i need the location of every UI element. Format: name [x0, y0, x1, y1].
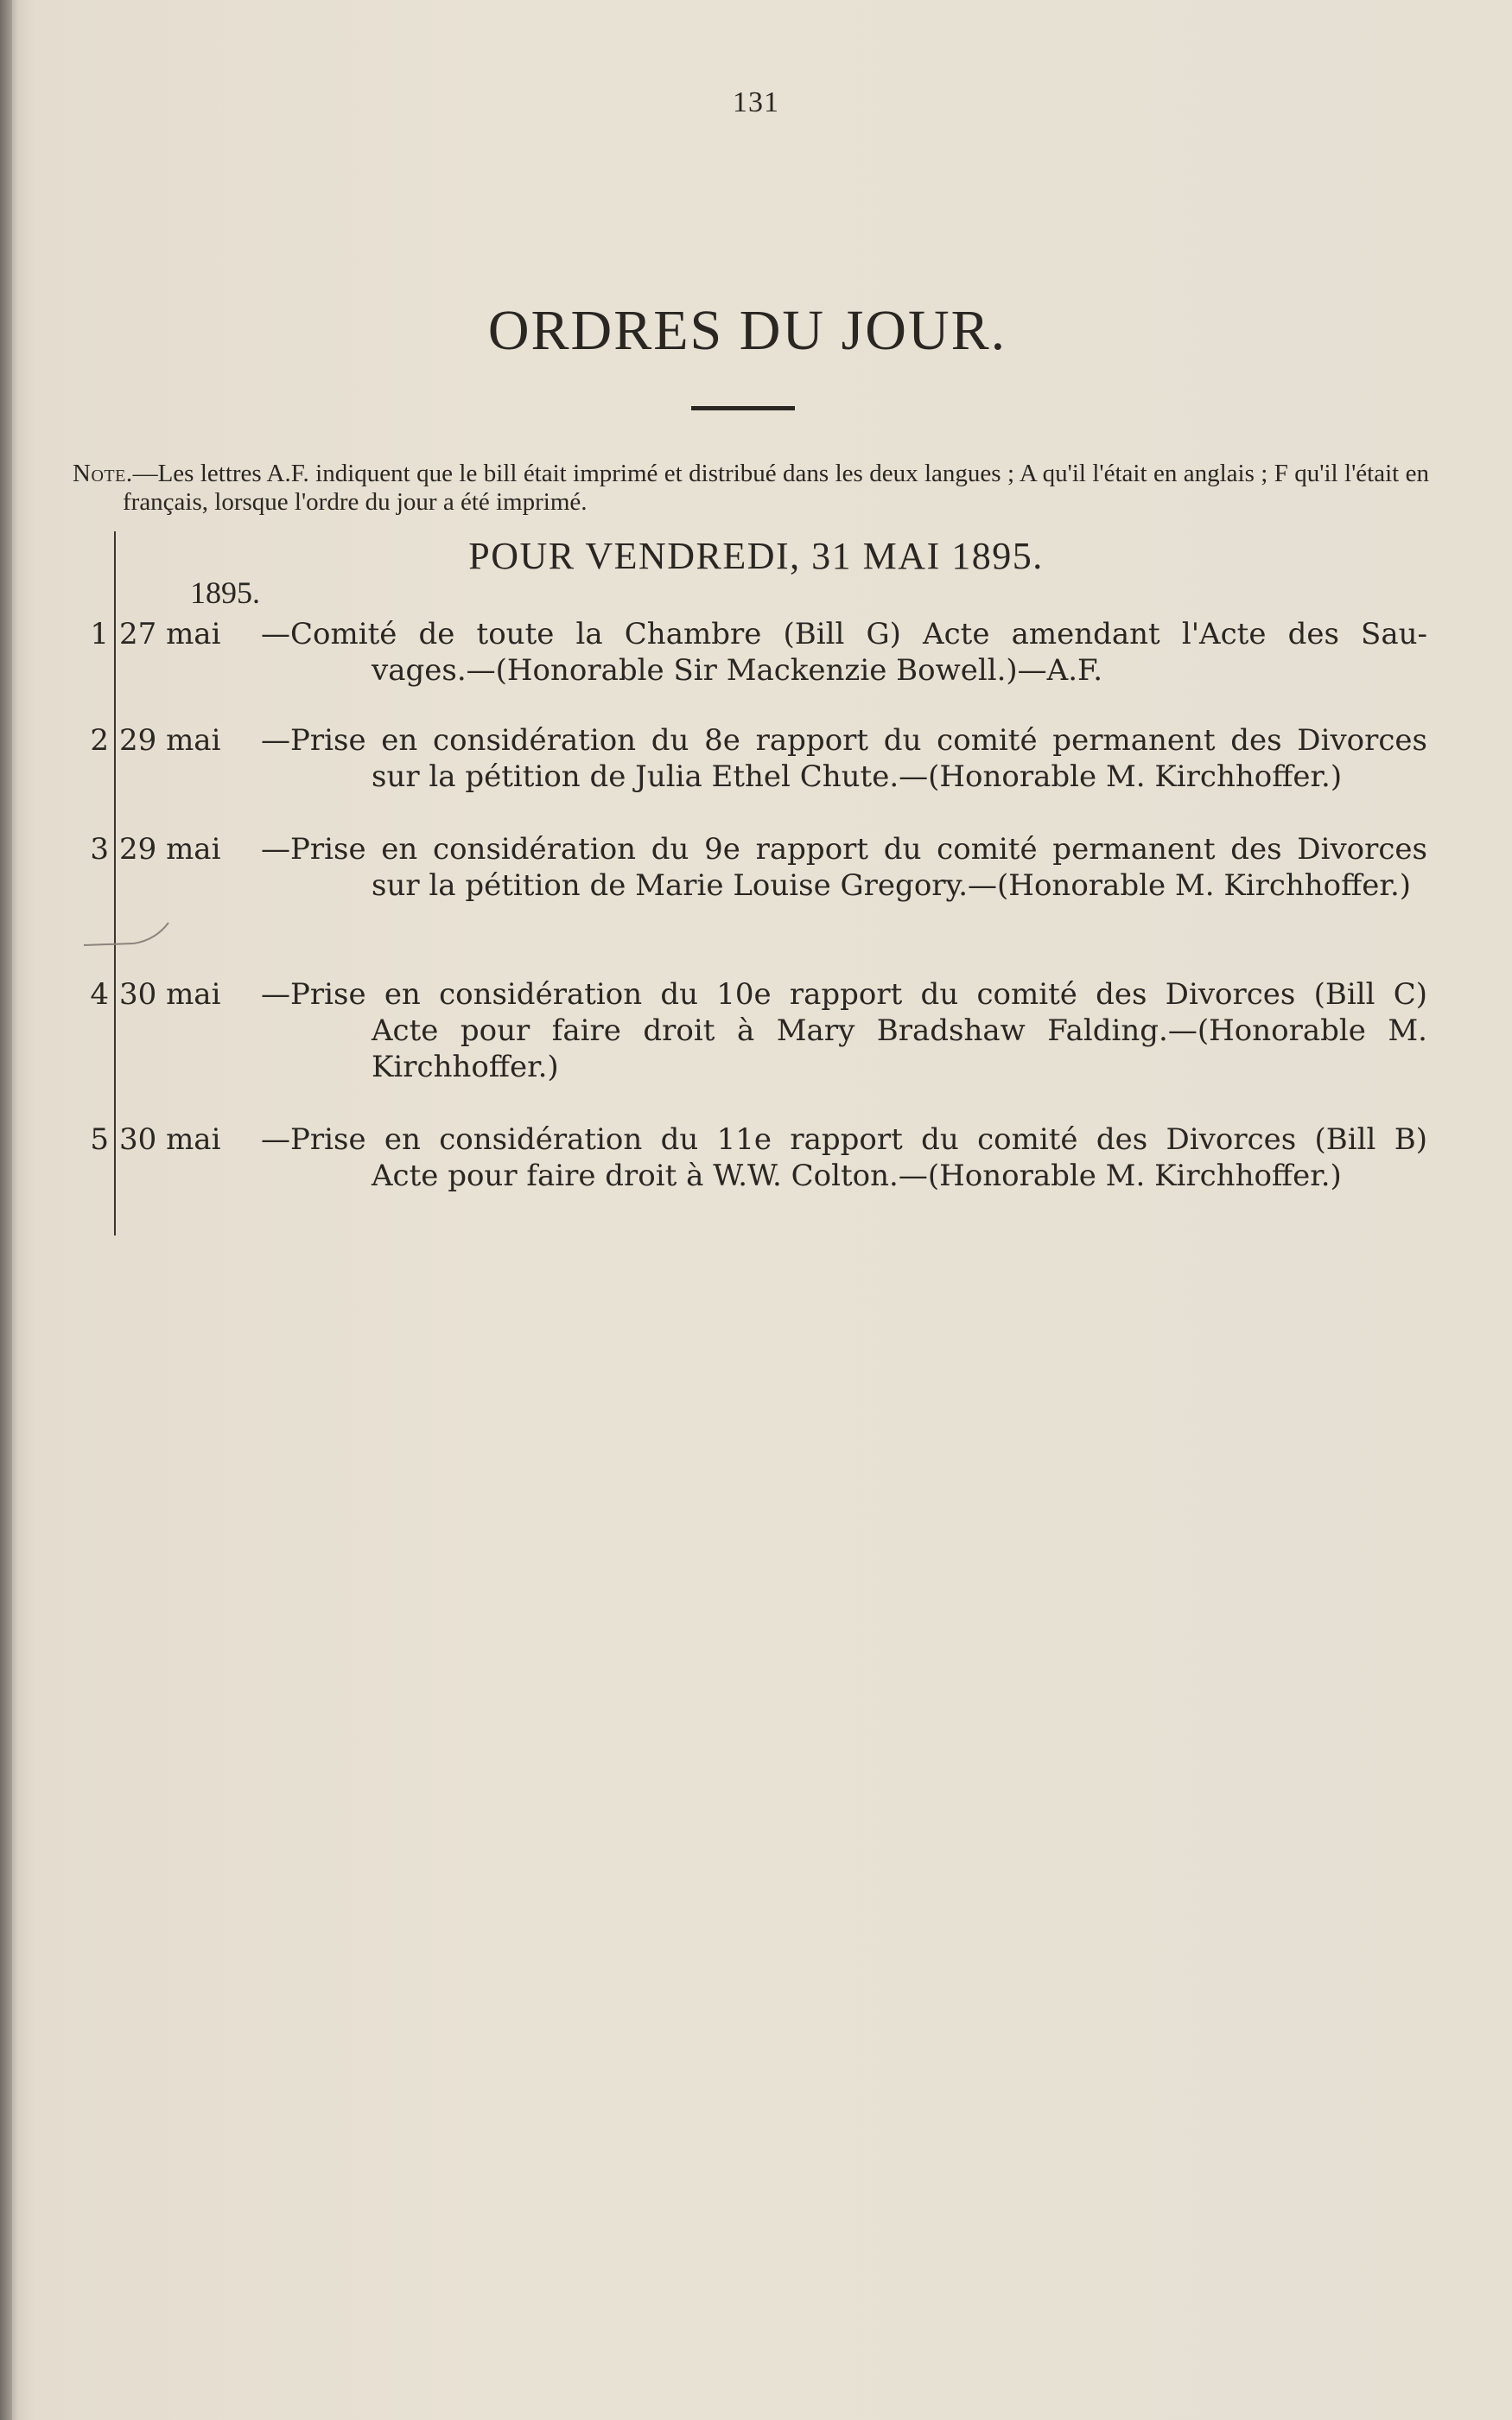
item-continuation: Acte pour faire droit à Mary Bradshaw Falding.—(Honorable M. Kirchhoffer.) [372, 1013, 1427, 1084]
item-first-line: —Comité de toute la Chambre (Bill G) Acte amendant l'Acte des Sau- [261, 617, 1427, 651]
item-number: 3 [90, 832, 109, 867]
item-number: 1 [90, 617, 109, 651]
item-first-line: —Prise en considération du 11e rapport du comité des Divorces (Bill B) [261, 1122, 1427, 1157]
section-heading: POUR VENDREDI, 31 MAI 1895. [468, 535, 1044, 577]
item-date: 30 mai [119, 977, 221, 1012]
note-head: Note. [73, 460, 133, 487]
item-first-line: —Prise en considération du 8e rapport du comité permanent des Divorces [261, 723, 1427, 758]
page-number: 131 [733, 86, 779, 118]
pencil-mark [82, 914, 177, 949]
year-label: 1895. [190, 575, 260, 610]
note-body [73, 460, 1429, 517]
agenda-margin-rule [114, 531, 116, 1235]
item-number: 2 [90, 723, 109, 758]
item-first-line: —Prise en considération du 10e rapport du comité des Divorces (Bill C) [261, 977, 1427, 1012]
note-paragraph [73, 460, 1429, 517]
title-rule [691, 406, 795, 410]
item-date: 29 mai [119, 723, 221, 758]
item-number: 4 [90, 977, 109, 1012]
item-first-line: —Prise en considération du 9e rapport du comité permanent des Divorces [261, 832, 1427, 867]
item-date: 29 mai [119, 832, 221, 867]
item-continuation: sur la pétition de Julia Ethel Chute.—(Honorable M. Kirchhoffer.) [372, 759, 1343, 794]
item-continuation: sur la pétition de Marie Louise Gregory.—(Honorable M. Kirchhoffer.) [372, 868, 1412, 903]
item-date: 27 mai [119, 617, 221, 651]
item-number: 5 [90, 1122, 109, 1157]
item-continuation: Acte pour faire droit à W.W. Colton.—(Honorable M. Kirchhoffer.) [372, 1159, 1342, 1193]
note-text: —Les lettres A.F. indiquent que le bill était imprimé et distribué dans les deux langues ; A qu'il l'était en anglais ; F qu'il l'était en français, lorsque l'ordre du jour a été imprimé. [123, 460, 1429, 516]
item-continuation: vages.—(Honorable Sir Mackenzie Bowell.)—A.F. [372, 653, 1103, 688]
page-title: ORDRES DU JOUR. [487, 299, 1007, 362]
item-date: 30 mai [119, 1122, 221, 1157]
